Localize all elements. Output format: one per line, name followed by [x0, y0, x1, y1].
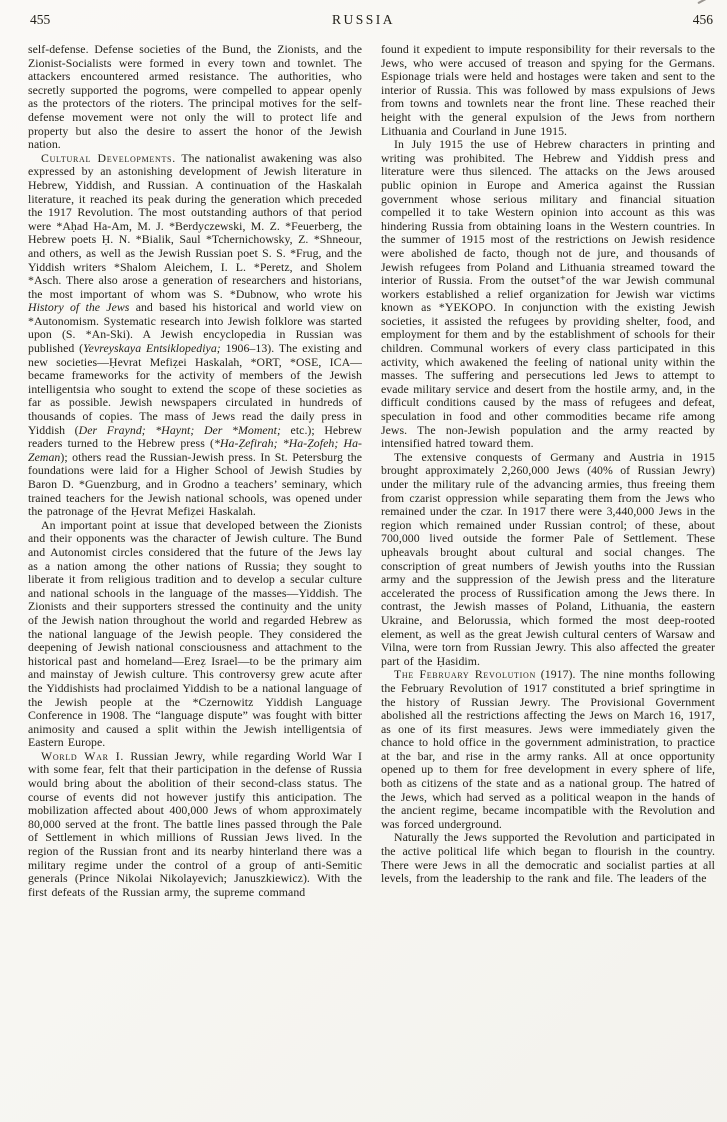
paragraph: [381, 138, 715, 451]
paragraph: [381, 43, 715, 138]
italic-title: History of the Jews: [28, 300, 130, 315]
running-head: [0, 12, 727, 30]
italic-title: *Ha-Ẓefirah; *Ha-Ẓofeh; Ha-Zeman: [28, 436, 362, 464]
body-text: self-defense. Defense societies of the Bund, the Zionists, and the Zionist-Socialists were formed in every town and townlet. The attackers encountered armed resistance. The authorities, who secretly supported the pogroms, were compelled to appear openly as the protectors of the rioters. The principal motives for the self-defense movement were not only the will to protect life and property but also the desire to assert the honor of the Jewish nation.: [28, 42, 362, 152]
italic-title: Der Fraynd; *Haynt; Der *Moment;: [78, 422, 281, 437]
body-text: In July 1915 the use of Hebrew characters in printing and writing was prohibited. The Hebrew and Yiddish press and literature were thus silenced. The attacks on the Jews aroused public opinion in Europe and America against the Russian government whose serious military and financial situation compelled it to take Western opinion into account as this was hindering Russia from obtaining loans in the Western countries. In the summer of 1915 most of the restrictions on Jewish residence were abolished de facto, though not de jure, and thousands of Jewish refugees from Poland and Lithuania streamed toward the interior of Russia. From the outset⁺of the war Jewish communal workers established a relief organization for Jewish war victims known as *YEKOPO. In conjunction with the existing Jewish societies, it assisted the refugees by providing shelter, food, and employment for them and by the establishment of schools for their children. Communal workers of every class participated in this activity, which awakened the feeling of national unity within the masses. The suffering and persecutions led Jews to attempt to evade military service and desert from the hostile army, and, in the difficult conditions caused by the mass of refugees and defeat, speculation in food and other commodities became rife among Jews. The non-Jewish population and the army reacted by intensified hatred toward them.: [381, 137, 715, 451]
body-text: Naturally the Jews supported the Revolution and participated in the active political life which began to flourish in the country. There were Jews in all the democratic and socialist parties at all levels, from the leadership to the rank and file. The leaders of the: [381, 830, 715, 886]
body-text: 1906–13). The existing and new societies—Ḥevrat Mefiẓei Haskalah, *ORT, *OSE, ICA—became frameworks for the activity of members of the Jewish intelligentsia who sought to extend the scope of these societies as far as possible. Jewish newspapers circulated in hundreds of thousands of copies. The mass of Jews read the daily press in Yiddish (: [28, 341, 362, 437]
paragraph: [28, 750, 362, 900]
body-text: ); others read the Russian-Jewish press. In St. Petersburg the foundations were laid for a Higher School of Jewish Studies by Baron D. *Guenzburg, and in Grodno a teachers’ seminary, which trained teachers for the Jewish national schools, was opened under the patronage of the Ḥevrat Mefiẓei Haskalah.: [28, 449, 362, 519]
section-heading: The February Revolution: [394, 667, 536, 682]
text-column-left: [28, 43, 362, 899]
paragraph: [381, 831, 715, 885]
page-number-right: 456: [692, 12, 713, 27]
text-column-right: [381, 43, 715, 886]
paragraph: [28, 152, 362, 519]
paragraph: [28, 43, 362, 152]
body-text: Russian Jewry, while regarding World War I with some fear, felt that their participation in the defense of Russia would bring about the abolition of their second-class status. The course of events did not however justify this anticipation. The mobilization affected about 400,000 Jews of whom approximately 80,000 served at the front. The battle lines passed through the Pale of Settlement in which millions of Russian Jews lived. In the region of the Russian front and its nearby hinterland there was a military regime under the control of a group of anti-Semitic generals (Prince Nikolai Nikolayevich; Januszkiewicz). With the first defeats of the Russian army, the supreme command: [28, 748, 362, 899]
body-text: (1917). The nine months following the February Revolution of 1917 constituted a brief springtime in the history of Russian Jewry. The Provisional Government abolished all the restrictions affecting the Jews on March 16, 1917, as one of its first measures. Jews were immediately given the chance to hold office in the government administration, to practice at the bar, and rise in the army ranks. All at once opportunity opened up to them for free development in every sphere of life, both as citizens of the state and as a national group. The hatred of the Jews, which had served as a political weapon in the hands of the ancient regime, became incompatible with the Revolution and was forced underground.: [381, 667, 715, 831]
scan-artifact: [697, 0, 710, 4]
paragraph: [28, 519, 362, 750]
body-text: etc.); Hebrew readers turned to the Hebrew press (: [28, 422, 362, 451]
paragraph: [381, 451, 715, 669]
body-text: found it expedient to impute responsibility for their reversals to the Jews, who were accused of treason and spying for the Germans. Espionage trials were held and hostages were taken and sent to the interior of Russia. This was followed by mass expulsions of Jews from towns and townlets near the front line. These reached their height with the general expulsion of the Jews from northern Lithuania and Courland in June 1915.: [381, 42, 715, 138]
section-heading: World War I.: [41, 748, 124, 763]
body-text: The extensive conquests of Germany and Austria in 1915 brought approximately 2,260,000 Jews (40% of Russian Jewry) under the military rule of the advancing armies, thus freeing them from czarist oppression while separating them from the Jews who remained under the czar. In 1917 there were 3,440,000 Jews in the region which remained under Russian control; of these, about 700,000 lived outside the former Pale of Settlement. These upheavals brought about cultural and social changes. The conscription of great numbers of Jewish youths into the Russian army and the suppression of the Jewish press and the literature accelerated the process of Russification among the Jews there. In contrast, the Jewish masses of Poland, Lithuania, the eastern Ukraine, and Belorussia, which formed the most deep-rooted element, as well as the great Jewish cultural centers of Warsaw and Vilna, were torn from Russian Jewry. This also affected the greater part of the Ḥasidim.: [381, 449, 715, 668]
page-number-left: 455: [30, 12, 51, 27]
paragraph: [381, 668, 715, 831]
section-heading: Cultural Developments.: [41, 150, 176, 165]
running-head-title: RUSSIA: [331, 12, 395, 27]
body-text: An important point at issue that developed between the Zionists and their opponents was the character of Jewish culture. The Bund and Autonomist circles considered that the future of the Jews lay as a nation among the other nations of Russia; they sought to liberate it from religious tradition and to develop a secular culture and national schools in the language of the masses—Yiddish. The Zionists and their supporters stressed the continuity and the unity of the Jewish nation throughout the world and regarded Hebrew as the national language of the Jewish people. They considered the deepening of Jewish national consciousness and attachment to the historical past and homeland—Ereẓ Israel—to be the primary aim and mainstay of Jewish culture. This controversy grew acute after the Yiddishists had proclaimed Yiddish to be a national language of the Jewish people at the *Czernowitz Yiddish Language Conference in 1908. The “language dispute” was fought with bitter animosity and caused a split within the Jewish intelligentsia of Eastern Europe.: [28, 517, 362, 750]
body-text: The nationalist awakening was also expressed by an astonishing development of Jewish literature in Hebrew, Yiddish, and Russian. A continuation of the Haskalah literature, it reached its peak during the generation which preceded the 1917 Revolution. The most outstanding authors of that period were *Aḥad Ha-Am, M. J. *Berdyczewski, M. Z. *Feuerberg, the Hebrew poets Ḥ. N. *Bialik, Saul *Tchernichowsky, Z. *Shneour, and others, as well as the Jewish Russian poet S. S. *Frug, and the Yiddish writers *Shalom Aleichem, I. L. *Peretz, and Sholem *Asch. There also arose a generation of researchers and historians, the most important of whom was S. *Dubnow, who wrote his: [28, 150, 362, 301]
body-text: and based his historical and world view on *Autonomism. Systematic research into Jewish folklore was started upon (S. *An-Ski). A Jewish encyclopedia in Russian was published (: [28, 300, 363, 356]
italic-title: Yevreyskaya Entsiklopediya;: [83, 341, 221, 356]
